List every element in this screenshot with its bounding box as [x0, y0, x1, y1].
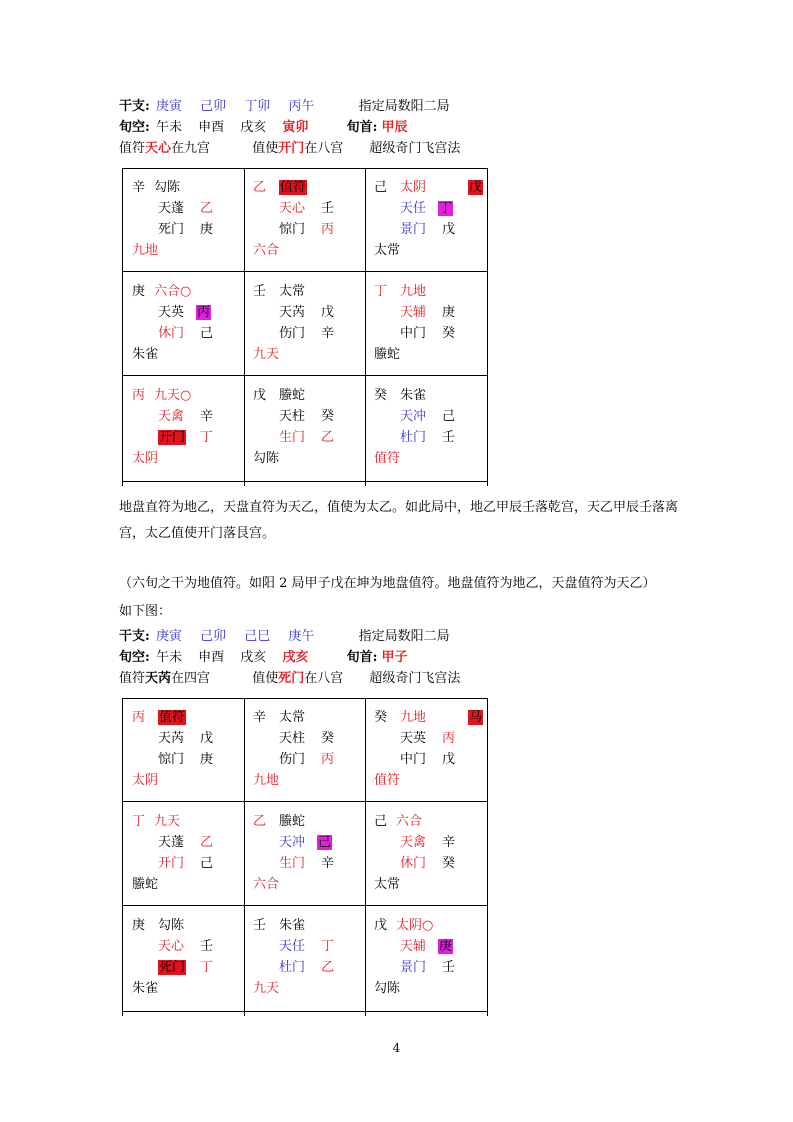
zhifu-label: 值符	[119, 671, 146, 686]
cell-text: 壬	[253, 284, 267, 299]
cell-text: 朱雀	[279, 918, 306, 933]
cell-text: 丙	[321, 222, 335, 237]
xunshou-label: 旬首:	[346, 120, 378, 135]
grid-line	[122, 698, 488, 699]
cell-text: 伤门	[279, 752, 306, 767]
ganzhi-day: 己巳	[244, 629, 271, 644]
cell-text: 癸	[442, 326, 456, 341]
cell-text: 勾陈	[158, 918, 185, 933]
palace-6	[374, 386, 493, 490]
cell-text: 戊	[469, 180, 483, 195]
xunkong-label: 旬空:	[119, 650, 150, 665]
cell-text: 丁	[321, 939, 335, 954]
cell-text: 戊	[321, 305, 335, 320]
cell-text: 己	[374, 814, 388, 829]
cell-text: 太常	[279, 284, 306, 299]
cell-text: 戊	[374, 918, 388, 933]
cell-text: 天芮	[158, 731, 185, 746]
cell-text: 死门	[159, 960, 186, 975]
ganzhi-line-1	[119, 97, 450, 117]
cell-text: 庚	[132, 918, 146, 933]
cell-text: 天蓬	[158, 835, 185, 850]
cell-text: 天冲	[279, 835, 306, 850]
cell-text: 九地	[132, 243, 159, 258]
qimen-chart-1	[122, 168, 488, 486]
ganzhi-line-2	[119, 627, 450, 647]
palace-4	[132, 178, 251, 282]
palace-7	[374, 812, 493, 916]
cell-text: 杜门	[400, 430, 427, 445]
cell-text: 辛	[442, 835, 456, 850]
cell-text: 太常	[279, 710, 306, 725]
cell-text: 丁	[200, 430, 214, 445]
xunkong-highlight: 戌亥	[282, 650, 309, 665]
cell-text: 辛	[321, 326, 335, 341]
cell-text: 太常	[374, 877, 401, 892]
cell-text: 癸	[321, 409, 335, 424]
zhishi-palace: 在八宫	[304, 671, 344, 686]
cell-text: 太常	[374, 243, 401, 258]
cell-text: 螣蛇	[279, 388, 306, 403]
cell-text: 戊	[253, 388, 267, 403]
cell-text: 生门	[279, 430, 306, 445]
zhifu-star: 天芮	[145, 671, 172, 686]
intro-line: 如下图：	[119, 604, 172, 619]
palace-9	[253, 178, 372, 282]
xunkong-1: 午未	[155, 650, 182, 665]
cell-text: 朱雀	[132, 981, 159, 996]
zhishi-label: 值使	[252, 671, 279, 686]
cell-text: 乙	[253, 814, 267, 829]
cell-text: 天心	[279, 201, 306, 216]
cell-text: 天蓬	[158, 201, 185, 216]
cell-text: 值符	[374, 451, 401, 466]
cell-text: 值符	[374, 773, 401, 788]
palace-3	[132, 282, 251, 386]
zhishi-door: 死门	[278, 671, 305, 686]
cell-text: 庚	[200, 222, 214, 237]
cell-text: 天英	[158, 305, 185, 320]
cell-text: 螣蛇	[279, 814, 306, 829]
cell-text: 朱雀	[400, 388, 427, 403]
xunshou-value: 甲子	[381, 650, 408, 665]
cell-text: 乙	[200, 201, 214, 216]
cell-text: 天柱	[279, 731, 306, 746]
ju-label: 指定局数阳二局	[358, 99, 450, 114]
cell-text: 壬	[200, 939, 214, 954]
cell-text: 辛	[132, 180, 146, 195]
cell-text: 景门	[400, 222, 427, 237]
ganzhi-label: 干支:	[119, 99, 150, 114]
cell-text: 壬	[442, 960, 456, 975]
cell-text: 己	[374, 180, 388, 195]
ganzhi-month: 己卯	[200, 629, 227, 644]
cell-text: 勾陈	[374, 981, 401, 996]
cell-text: 休门	[400, 856, 427, 871]
cell-text: 丙	[321, 752, 335, 767]
palace-2	[374, 178, 493, 282]
cell-text: 太阴	[132, 773, 159, 788]
cell-text: 庚	[132, 284, 146, 299]
cell-text: 戊	[442, 752, 456, 767]
cell-text: 天心	[158, 939, 185, 954]
cell-text: 癸	[374, 710, 388, 725]
cell-text: 己	[318, 835, 332, 850]
cell-text: 丁	[200, 960, 214, 975]
cell-text: 戊	[442, 222, 456, 237]
cell-text: 丙	[132, 388, 146, 403]
cell-text: 庚	[442, 305, 456, 320]
cell-text: 惊门	[279, 222, 306, 237]
xunkong-line-2	[119, 648, 408, 668]
cell-text: 九天○	[154, 388, 192, 403]
xunkong-highlight: 寅卯	[282, 120, 309, 135]
cell-text: 丙	[197, 305, 211, 320]
cell-text: 马	[469, 710, 483, 725]
cell-text: 休门	[158, 326, 185, 341]
cell-text: 天禽	[400, 835, 427, 850]
cell-text: 丙	[132, 710, 146, 725]
palace-9	[253, 708, 372, 812]
method-label: 超级奇门飞宫法	[369, 141, 461, 156]
cell-text: 勾陈	[154, 180, 181, 195]
qimen-chart-2	[122, 698, 488, 1016]
cell-text: 伤门	[279, 326, 306, 341]
cell-text: 天禽	[158, 409, 185, 424]
zhifu-star: 天心	[145, 141, 172, 156]
xunkong-3: 戌亥	[240, 650, 267, 665]
xunkong-1: 午未	[155, 120, 182, 135]
palace-3	[132, 812, 251, 916]
cell-text: 勾陈	[253, 451, 280, 466]
cell-text: 生门	[279, 856, 306, 871]
cell-text: 癸	[321, 731, 335, 746]
cell-text: 九地	[400, 284, 427, 299]
ganzhi-hour: 丙午	[288, 99, 315, 114]
palace-2	[374, 708, 493, 812]
grid-line	[122, 698, 123, 1016]
palace-1	[253, 916, 372, 1020]
cell-text: 戊	[200, 731, 214, 746]
cell-text: 天辅	[400, 939, 427, 954]
cell-text: 己	[200, 326, 214, 341]
zhifu-palace: 在四宫	[171, 671, 211, 686]
cell-text: 杜门	[279, 960, 306, 975]
grid-line	[122, 168, 488, 169]
palace-4	[132, 708, 251, 812]
palace-5	[253, 812, 372, 916]
cell-text: 太阴	[400, 180, 427, 195]
xunkong-2: 申酉	[198, 650, 225, 665]
xunkong-line-1	[119, 118, 408, 138]
cell-text: 天英	[400, 731, 427, 746]
ganzhi-day: 丁卯	[244, 99, 271, 114]
palace-8	[132, 386, 251, 490]
cell-text: 九地	[253, 773, 280, 788]
cell-text: 庚	[439, 939, 453, 954]
zhifu-line-1	[119, 139, 460, 159]
cell-text: 壬	[321, 201, 335, 216]
cell-text: 九天	[253, 347, 280, 362]
cell-text: 乙	[321, 960, 335, 975]
palace-8	[132, 916, 251, 1020]
cell-text: 朱雀	[132, 347, 159, 362]
cell-text: 天柱	[279, 409, 306, 424]
xunshou-value: 甲辰	[381, 120, 408, 135]
cell-text: 丙	[442, 731, 456, 746]
cell-text: 天任	[279, 939, 306, 954]
cell-text: 天辅	[400, 305, 427, 320]
cell-text: 六合	[253, 243, 280, 258]
cell-text: 乙	[321, 430, 335, 445]
ganzhi-month: 己卯	[200, 99, 227, 114]
cell-text: 己	[442, 409, 456, 424]
cell-text: 螣蛇	[374, 347, 401, 362]
cell-text: 六合○	[154, 284, 192, 299]
cell-text: 天冲	[400, 409, 427, 424]
ganzhi-year: 庚寅	[155, 629, 182, 644]
zhishi-palace: 在八宫	[304, 141, 344, 156]
cell-text: 螣蛇	[132, 877, 159, 892]
xunkong-3: 戌亥	[240, 120, 267, 135]
palace-6	[374, 916, 493, 1020]
zhifu-palace: 在九宫	[171, 141, 211, 156]
zhifu-label: 值符	[119, 141, 146, 156]
cell-text: 天芮	[279, 305, 306, 320]
cell-text: 开门	[159, 430, 186, 445]
palace-1	[253, 386, 372, 490]
cell-text: 庚	[200, 752, 214, 767]
cell-text: 壬	[253, 918, 267, 933]
cell-text: 辛	[321, 856, 335, 871]
cell-text: 景门	[400, 960, 427, 975]
cell-text: 六合	[253, 877, 280, 892]
cell-text: 中门	[400, 752, 427, 767]
xunkong-2: 申酉	[198, 120, 225, 135]
cell-text: 值符	[280, 180, 307, 195]
cell-text: 丁	[439, 201, 453, 216]
palace-5	[253, 282, 372, 386]
cell-text: 开门	[158, 856, 185, 871]
explanation-paragraph: 地盘直符为地乙，天盘直符为天乙，值使为太乙。如此局中，地乙甲辰壬落乾宫，天乙甲辰壬落离宫，太乙值使开门落艮宫。	[119, 500, 679, 541]
cell-text: 太阴○	[396, 918, 434, 933]
cell-text: 乙	[253, 180, 267, 195]
cell-text: 辛	[253, 710, 267, 725]
xunshou-label: 旬首:	[346, 650, 378, 665]
ganzhi-label: 干支:	[119, 629, 150, 644]
xunkong-label: 旬空:	[119, 120, 150, 135]
cell-text: 辛	[200, 409, 214, 424]
grid-line	[122, 168, 123, 486]
cell-text: 值符	[159, 710, 186, 725]
cell-text: 丁	[132, 814, 146, 829]
page-number: 4	[392, 1041, 401, 1055]
cell-text: 死门	[158, 222, 185, 237]
cell-text: 九地	[400, 710, 427, 725]
zhishi-door: 开门	[278, 141, 305, 156]
note-paragraph: （六旬之干为地值符。如阳 2 局甲子戊在坤为地盘值符。地盘值符为地乙，天盘值符为天乙）	[119, 576, 656, 591]
ganzhi-year: 庚寅	[155, 99, 182, 114]
cell-text: 惊门	[158, 752, 185, 767]
cell-text: 中门	[400, 326, 427, 341]
ganzhi-hour: 庚午	[288, 629, 315, 644]
cell-text: 天任	[400, 201, 427, 216]
cell-text: 癸	[442, 856, 456, 871]
cell-text: 癸	[374, 388, 388, 403]
cell-text: 己	[200, 856, 214, 871]
zhishi-label: 值使	[252, 141, 279, 156]
zhifu-line-2	[119, 669, 460, 689]
cell-text: 九天	[154, 814, 181, 829]
cell-text: 太阴	[132, 451, 159, 466]
cell-text: 六合	[396, 814, 423, 829]
cell-text: 丁	[374, 284, 388, 299]
palace-7	[374, 282, 493, 386]
method-label: 超级奇门飞宫法	[369, 671, 461, 686]
ju-label: 指定局数阳二局	[358, 629, 450, 644]
cell-text: 乙	[200, 835, 214, 850]
cell-text: 壬	[442, 430, 456, 445]
cell-text: 九天	[253, 981, 280, 996]
